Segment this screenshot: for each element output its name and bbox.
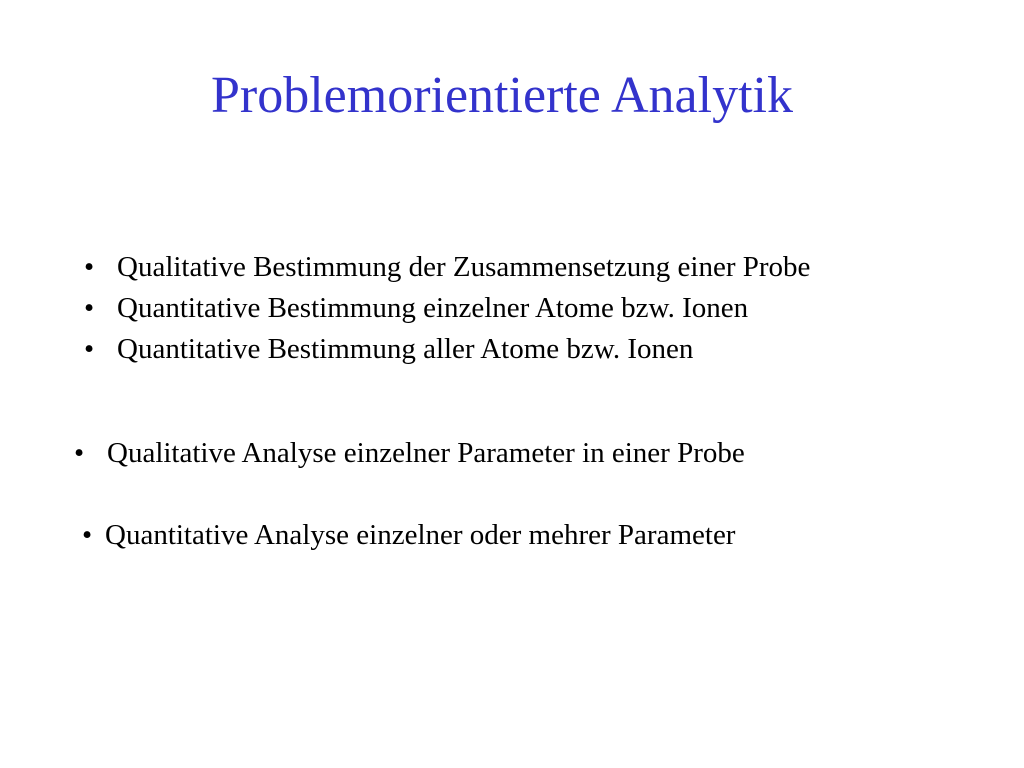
list-item bbox=[74, 433, 974, 474]
list-item-text: Quantitative Bestimmung aller Atome bzw. Ionen bbox=[117, 333, 694, 365]
list-spacer bbox=[74, 474, 974, 515]
list-item bbox=[84, 288, 984, 329]
list-item-text: Qualitative Analyse einzelner Parameter in einer Probe bbox=[107, 437, 745, 469]
bullet-icon: • bbox=[74, 437, 85, 469]
bullet-icon: • bbox=[84, 333, 95, 365]
list-item bbox=[84, 329, 984, 370]
bullet-icon: • bbox=[84, 292, 95, 324]
list-item bbox=[84, 247, 984, 288]
list-item-text: Quantitative Bestimmung einzelner Atome bzw. Ionen bbox=[117, 292, 749, 324]
list-item-text: Quantitative Analyse einzelner oder mehrer Parameter bbox=[105, 519, 736, 551]
slide-title: Problemorientierte Analytik bbox=[211, 67, 793, 124]
bullet-list-secondary bbox=[74, 433, 974, 556]
list-item bbox=[74, 515, 974, 556]
list-item-text: Qualitative Bestimmung der Zusammensetzung einer Probe bbox=[117, 251, 811, 283]
bullet-icon: • bbox=[82, 519, 93, 551]
bullet-icon: • bbox=[84, 251, 95, 283]
bullet-list-primary bbox=[84, 247, 984, 370]
